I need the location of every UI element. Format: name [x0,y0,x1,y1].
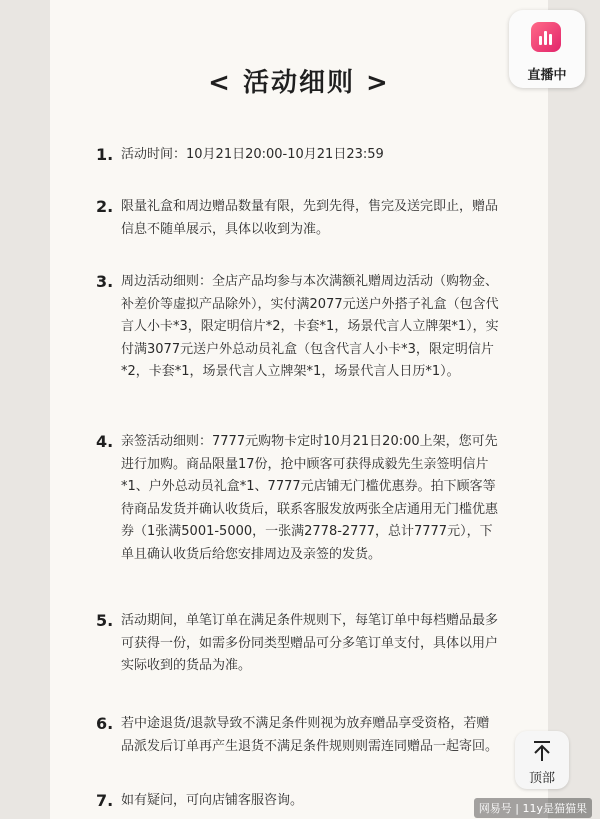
rule-item [98,610,500,678]
page-title: < 活动细则 > [208,68,390,98]
rule-text: 周边活动细则：全店产品均参与本次满额礼赠周边活动（购物金、补差价等虚拟产品除外），实付满2077元送户外搭子礼盒（包含代言人小卡*3，限定明信片*2，卡套*1，场景代言人立牌架*1），实付满3077元送户外总动员礼盒（包含代言人小卡*3，限定明信片*2，卡套*1，场景代言人立牌架*1，场景代言人日历*1）。 [121,274,499,379]
rule-number: 1. [96,145,114,164]
rule-number: 7. [96,791,114,810]
rule-item [98,196,500,241]
live-badge[interactable] [509,10,585,88]
rule-number: 4. [96,432,114,451]
rule-number: 3. [96,272,114,291]
rule-item [98,431,500,566]
rule-number: 6. [96,714,114,733]
rule-text: 活动时间：10月21日20:00-10月21日23:59 [121,147,384,162]
arrow-up-icon [530,739,554,763]
rule-text: 如有疑问，可向店铺客服咨询。 [121,793,304,808]
rule-number: 5. [96,611,114,630]
rule-item [98,144,500,167]
back-to-top-button[interactable] [515,731,569,789]
back-to-top-label: 顶部 [528,771,555,786]
live-icon [531,22,561,52]
rule-text: 活动期间，单笔订单在满足条件规则下，每笔订单中每档赠品最多可获得一份，如需多份同类型赠品可分多笔订单支付，具体以用户实际收到的货品为准。 [121,613,499,673]
watermark: 网易号 | 11y是猫猫果 [474,798,592,818]
rule-text: 限量礼盒和周边赠品数量有限，先到先得，售完及送完即止，赠品信息不随单展示，具体以收到为准。 [121,199,499,237]
rule-item [98,271,500,384]
rules-page [50,0,548,819]
live-label: 直播中 [527,68,567,83]
rule-item [98,790,500,813]
rule-text: 亲签活动细则：7777元购物卡定时10月21日20:00上架，您可先进行加购。商品限量17份，抢中顾客可获得成毅先生亲签明信片*1、户外总动员礼盒*1、7777元店铺无门槛优惠券。拍下顾客等待商品发货并确认收货后，联系客服发放两张全店通用无门槛优惠券（1张满5001-5000，一张满2778-2777，总计7777元），下单且确认收货后给您安排周边及亲签的发货。 [121,434,499,562]
rule-item [98,713,500,758]
rule-text: 若中途退货/退款导致不满足条件则视为放弃赠品享受资格，若赠品派发后订单再产生退货不满足条件规则则需连同赠品一起寄回。 [121,716,499,754]
rule-number: 2. [96,197,114,216]
